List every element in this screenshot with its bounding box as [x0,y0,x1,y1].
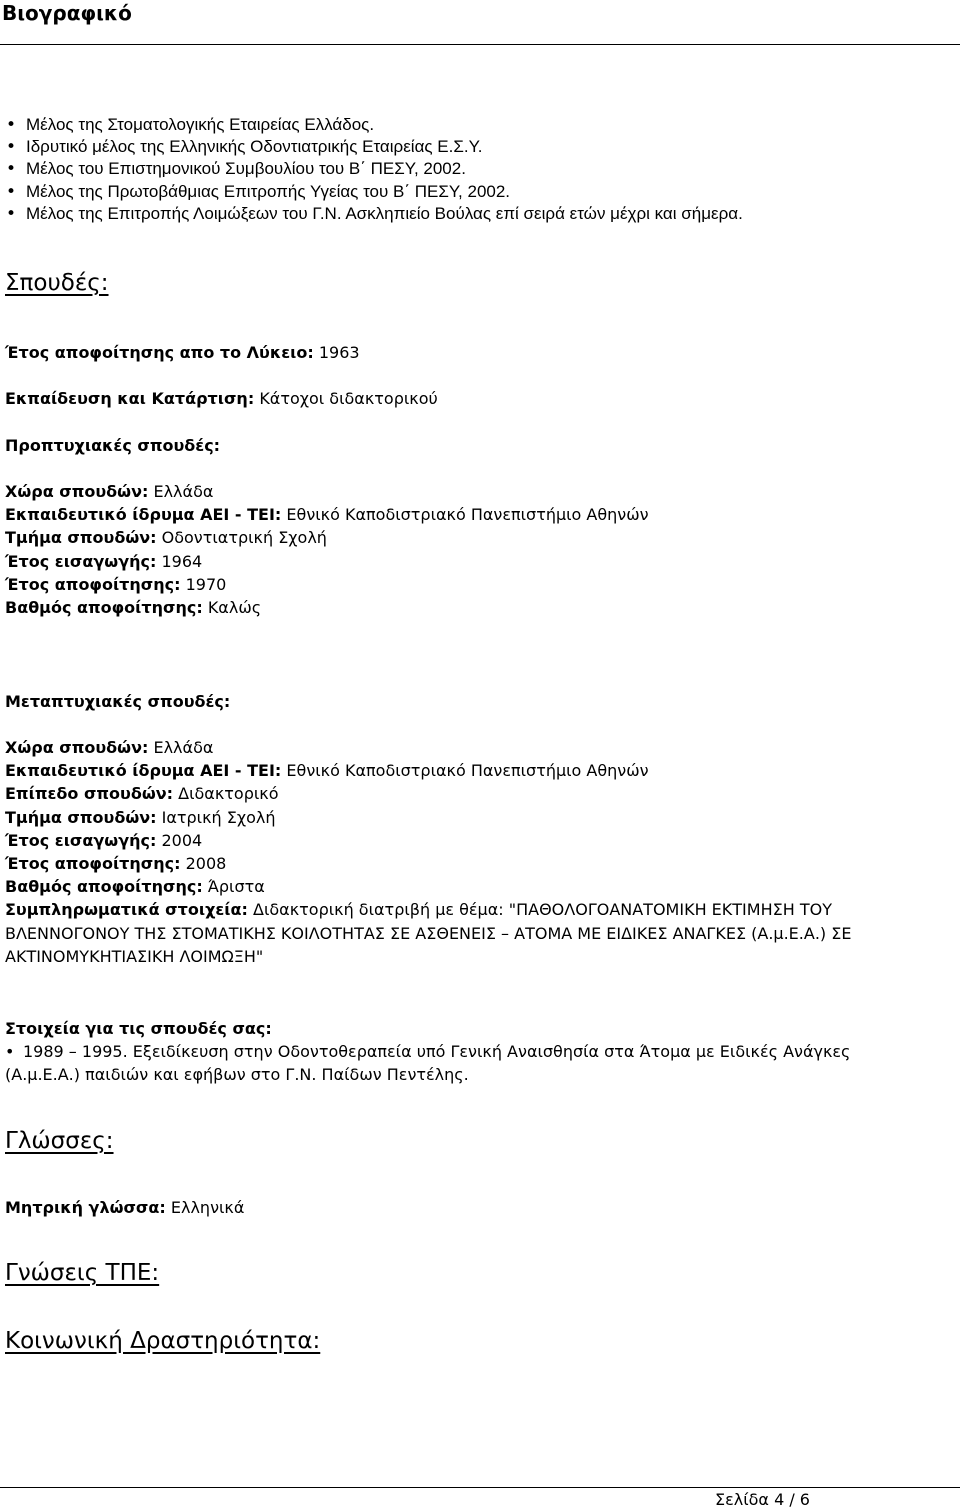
bullet-icon: • [6,115,17,135]
study-info-heading: Στοιχεία για τις σπουδές σας: [5,1019,272,1038]
study-info-list [5,1040,925,1086]
list-item: • Μέλος της Επιτροπής Λοιμώξεων του Γ.Ν. Ασκληπιείο Βούλας επί σειρά ετών μέχρι και σήμερα. [6,203,743,224]
grade-row: Βαθμός αποφοίτησης: Καλώς [5,598,262,618]
list-item: • Ιδρυτικό μέλος της Ελληνικής Οδοντιατρικής Εταιρείας Ε.Σ.Υ. [6,137,483,158]
ict-section-title: Γνώσεις ΤΠΕ: [5,1260,160,1286]
country-row: Χώρα σπουδών: Ελλάδα [5,738,214,757]
undergrad-details [5,480,649,619]
field-value: Κάτοχοι διδακτορικού [259,389,438,408]
field-label: Εκπαίδευση και Κατάρτιση: [5,389,255,408]
entry-year-row: Έτος εισαγωγής: 2004 [5,830,203,850]
postgrad-details [5,736,940,968]
page-title: Βιογραφικό [2,1,132,25]
list-item: • 1989 – 1995. Εξειδίκευση στην Οδοντοθεραπεία υπό Γενική Αναισθησία στα Άτομα με Ειδικές Ανάγκες (Α.μ.Ε.Α.) παιδιών και εφήβων στο Γ.Ν. Παίδων Πεντέλης. [5,1042,851,1085]
list-item: • Μέλος της Πρωτοβάθμιας Επιτροπής Υγείας του Β΄ ΠΕΣΥ, 2002. [6,181,511,202]
social-section-title: Κοινωνική Δραστηριότητα: [5,1328,321,1354]
footer-divider [0,1487,960,1488]
bullet-icon: • [6,181,17,202]
postgrad-heading: Μεταπτυχιακές σπουδές: [5,692,231,711]
page-header [0,0,960,40]
native-language-row [5,1196,244,1219]
training-row [5,387,438,410]
entry-year-row: Έτος εισαγωγής: 1964 [5,551,203,571]
department-row: Τμήμα σπουδών: Ιατρική Σχολή [5,807,276,827]
memberships-list [6,114,743,225]
header-divider [0,44,960,45]
bullet-icon: • [6,137,17,158]
grade-row: Βαθμός αποφοίτησης: Άριστα [5,877,265,897]
bullet-icon: • [6,203,17,224]
field-label: Μητρική γλώσσα: [5,1198,166,1217]
institution-row: Εκπαιδευτικό ίδρυμα ΑΕΙ - ΤΕΙ: Εθνικό Καποδιστριακό Πανεπιστήμιο Αθηνών [5,761,649,781]
undergrad-heading: Προπτυχιακές σπουδές: [5,436,221,455]
languages-section-title: Γλώσσες: [5,1128,114,1154]
lyceum-row [5,341,360,364]
page-number: Σελίδα 4 / 6 [715,1490,810,1509]
institution-row: Εκπαιδευτικό ίδρυμα ΑΕΙ - ΤΕΙ: Εθνικό Καποδιστριακό Πανεπιστήμιο Αθηνών [5,505,649,525]
level-row: Επίπεδο σπουδών: Διδακτορικό [5,784,279,804]
field-label: Έτος αποφοίτησης απο το Λύκειο: [5,343,314,362]
field-value: Ελληνικά [170,1198,245,1217]
list-item: • Μέλος της Στοματολογικής Εταιρείας Ελλάδος. [6,115,375,135]
studies-section-title: Σπουδές: [5,270,109,296]
field-value: 1963 [318,343,360,362]
country-row: Χώρα σπουδών: Ελλάδα [5,482,214,501]
graduation-year-row: Έτος αποφοίτησης: 2008 [5,854,227,874]
graduation-year-row: Έτος αποφοίτησης: 1970 [5,574,227,594]
bullet-icon: • [5,1042,15,1061]
department-row: Τμήμα σπουδών: Οδοντιατρική Σχολή [5,528,327,548]
bullet-icon: • [6,159,17,180]
list-item: • Μέλος του Επιστημονικού Συμβουλίου του Β΄ ΠΕΣΥ, 2002. [6,159,466,180]
supplementary-row: Συμπληρωματικά στοιχεία: Διδακτορική διατριβή με θέμα: "ΠΑΘΟΛΟΓΟΑΝΑΤΟΜΙΚΗ ΕΚΤΙΜΗΣΗ ΤΟΥ ΒΛΕΝΝΟΓΟΝΟΥ ΤΗΣ ΣΤΟΜΑΤΙΚΗΣ ΚΟΙΛΟΤΗΤΑΣ ΣΕ ΑΣΘΕΝΕΙΣ – ΑΤΟΜΑ ΜΕ ΕΙΔΙΚΕΣ ΑΝΑΓΚΕΣ (Α.μ.Ε.Α.) ΣΕ ΑΚΤΙΝΟΜΥΚΗΤΙΑΣΙΚΗ ΛΟΙΜΩΞΗ" [5,900,852,966]
